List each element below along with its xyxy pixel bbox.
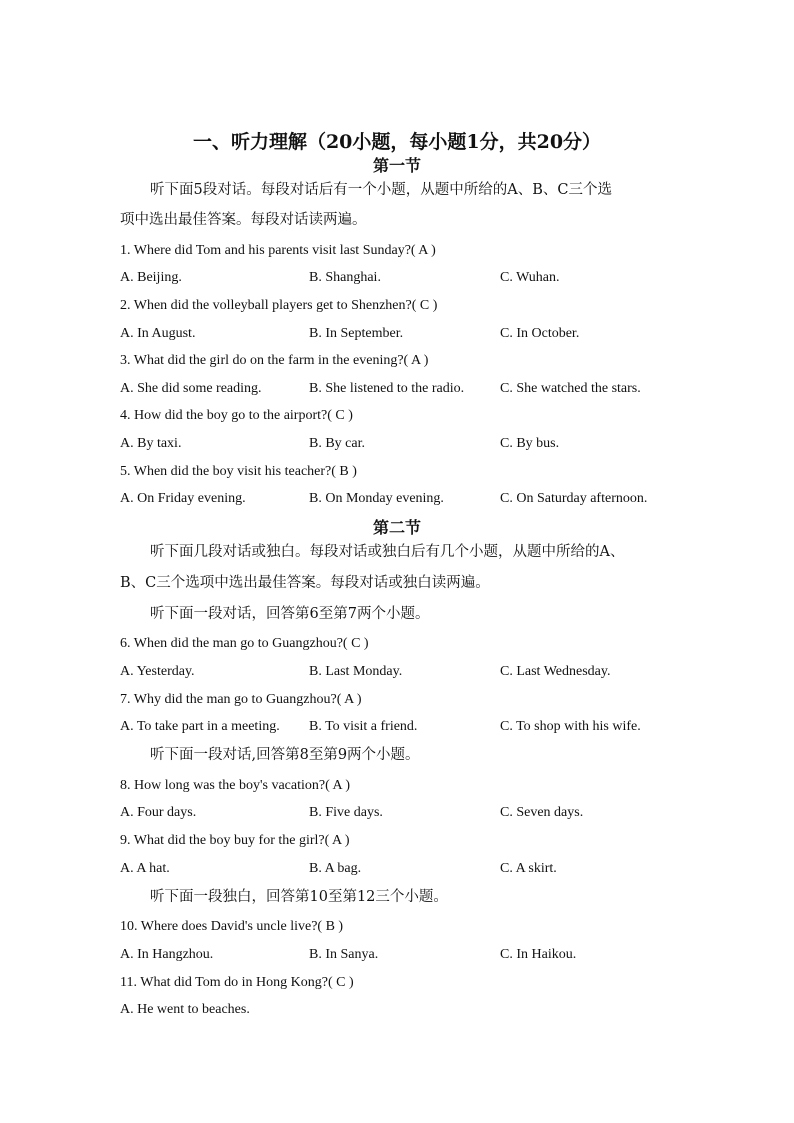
option-b: B. In September. (309, 326, 404, 341)
option-c: C. A skirt. (500, 861, 557, 876)
section-1-heading: 第一节 (372, 156, 421, 175)
option-a: A. He went to beaches. (120, 1002, 250, 1017)
option-a: A. Yesterday. (120, 664, 195, 679)
option-a: A. A hat. (120, 861, 170, 876)
section-2-instructions-line-2: B、C三个选项中选出最佳答案。每段对话或独白读两遍。 (120, 575, 490, 591)
question-1-options (120, 269, 720, 287)
option-c: C. To shop with his wife. (500, 719, 641, 734)
question-11: 11. What did Tom do in Hong Kong?( C ) (120, 975, 354, 990)
option-a: A. To take part in a meeting. (120, 719, 280, 734)
option-b: B. On Monday evening. (309, 491, 444, 506)
question-8-options (120, 804, 720, 822)
option-a: A. On Friday evening. (120, 491, 246, 506)
section-2-subinstruction-2: 听下面一段对话,回答第8至第9两个小题。 (150, 747, 420, 763)
question-8: 8. How long was the boy's vacation?( A ) (120, 778, 350, 793)
option-b: B. She listened to the radio. (309, 381, 465, 396)
question-2-options (120, 325, 720, 343)
section-2-subinstruction-1: 听下面一段对话，回答第6至第7两个小题。 (150, 606, 430, 622)
section-1-instructions-line-1: 听下面5段对话。每段对话后有一个小题，从题中所给的A、B、C三个选 (150, 182, 612, 198)
question-11-options (120, 1001, 720, 1019)
option-c: C. On Saturday afternoon. (500, 491, 648, 506)
option-c: C. She watched the stars. (500, 381, 641, 396)
option-c: C. Wuhan. (500, 270, 560, 285)
question-6-options (120, 663, 720, 681)
page-title: 一、听力理解（20小题，每小题1分，共20分） (192, 131, 602, 153)
option-c: C. In October. (500, 326, 580, 341)
question-10: 10. Where does David's uncle live?( B ) (120, 919, 344, 934)
option-a: A. By taxi. (120, 436, 182, 451)
option-b: B. Shanghai. (309, 270, 381, 285)
question-1: 1. Where did Tom and his parents visit last Sunday?( A ) (120, 243, 436, 258)
option-c: C. By bus. (500, 436, 560, 451)
question-4-options (120, 435, 720, 453)
option-b: B. To visit a friend. (309, 719, 418, 734)
question-5-options (120, 490, 720, 508)
option-a: A. In August. (120, 326, 196, 341)
question-7: 7. Why did the man go to Guangzhou?( A ) (120, 692, 362, 707)
question-3-options (120, 380, 720, 398)
option-a: A. Beijing. (120, 270, 182, 285)
section-2-subinstruction-3: 听下面一段独白，回答第10至第12三个小题。 (150, 889, 448, 905)
option-c: C. In Haikou. (500, 947, 577, 962)
option-b: B. By car. (309, 436, 365, 451)
question-3: 3. What did the girl do on the farm in the evening?( A ) (120, 353, 429, 368)
question-6: 6. When did the man go to Guangzhou?( C ) (120, 636, 369, 651)
option-a: A. She did some reading. (120, 381, 262, 396)
question-4: 4. How did the boy go to the airport?( C ) (120, 408, 353, 423)
option-a: A. Four days. (120, 805, 197, 820)
question-10-options (120, 946, 720, 964)
option-c: C. Seven days. (500, 805, 584, 820)
section-1-instructions-line-2: 项中选出最佳答案。每段对话读两遍。 (120, 212, 367, 228)
question-2: 2. When did the volleyball players get to Shenzhen?( C ) (120, 298, 438, 313)
option-b: B. Last Monday. (309, 664, 403, 679)
option-c: C. Last Wednesday. (500, 664, 611, 679)
question-9: 9. What did the boy buy for the girl?( A ) (120, 833, 350, 848)
option-b: B. In Sanya. (309, 947, 379, 962)
section-2-instructions-line-1: 听下面几段对话或独白。每段对话或独白后有几个小题，从题中所给的A、 (150, 544, 625, 560)
question-7-options (120, 718, 720, 736)
option-a: A. In Hangzhou. (120, 947, 214, 962)
option-b: B. Five days. (309, 805, 383, 820)
question-9-options (120, 860, 720, 878)
question-5: 5. When did the boy visit his teacher?( B ) (120, 464, 357, 479)
option-b: B. A bag. (309, 861, 362, 876)
section-2-heading: 第二节 (372, 518, 421, 537)
